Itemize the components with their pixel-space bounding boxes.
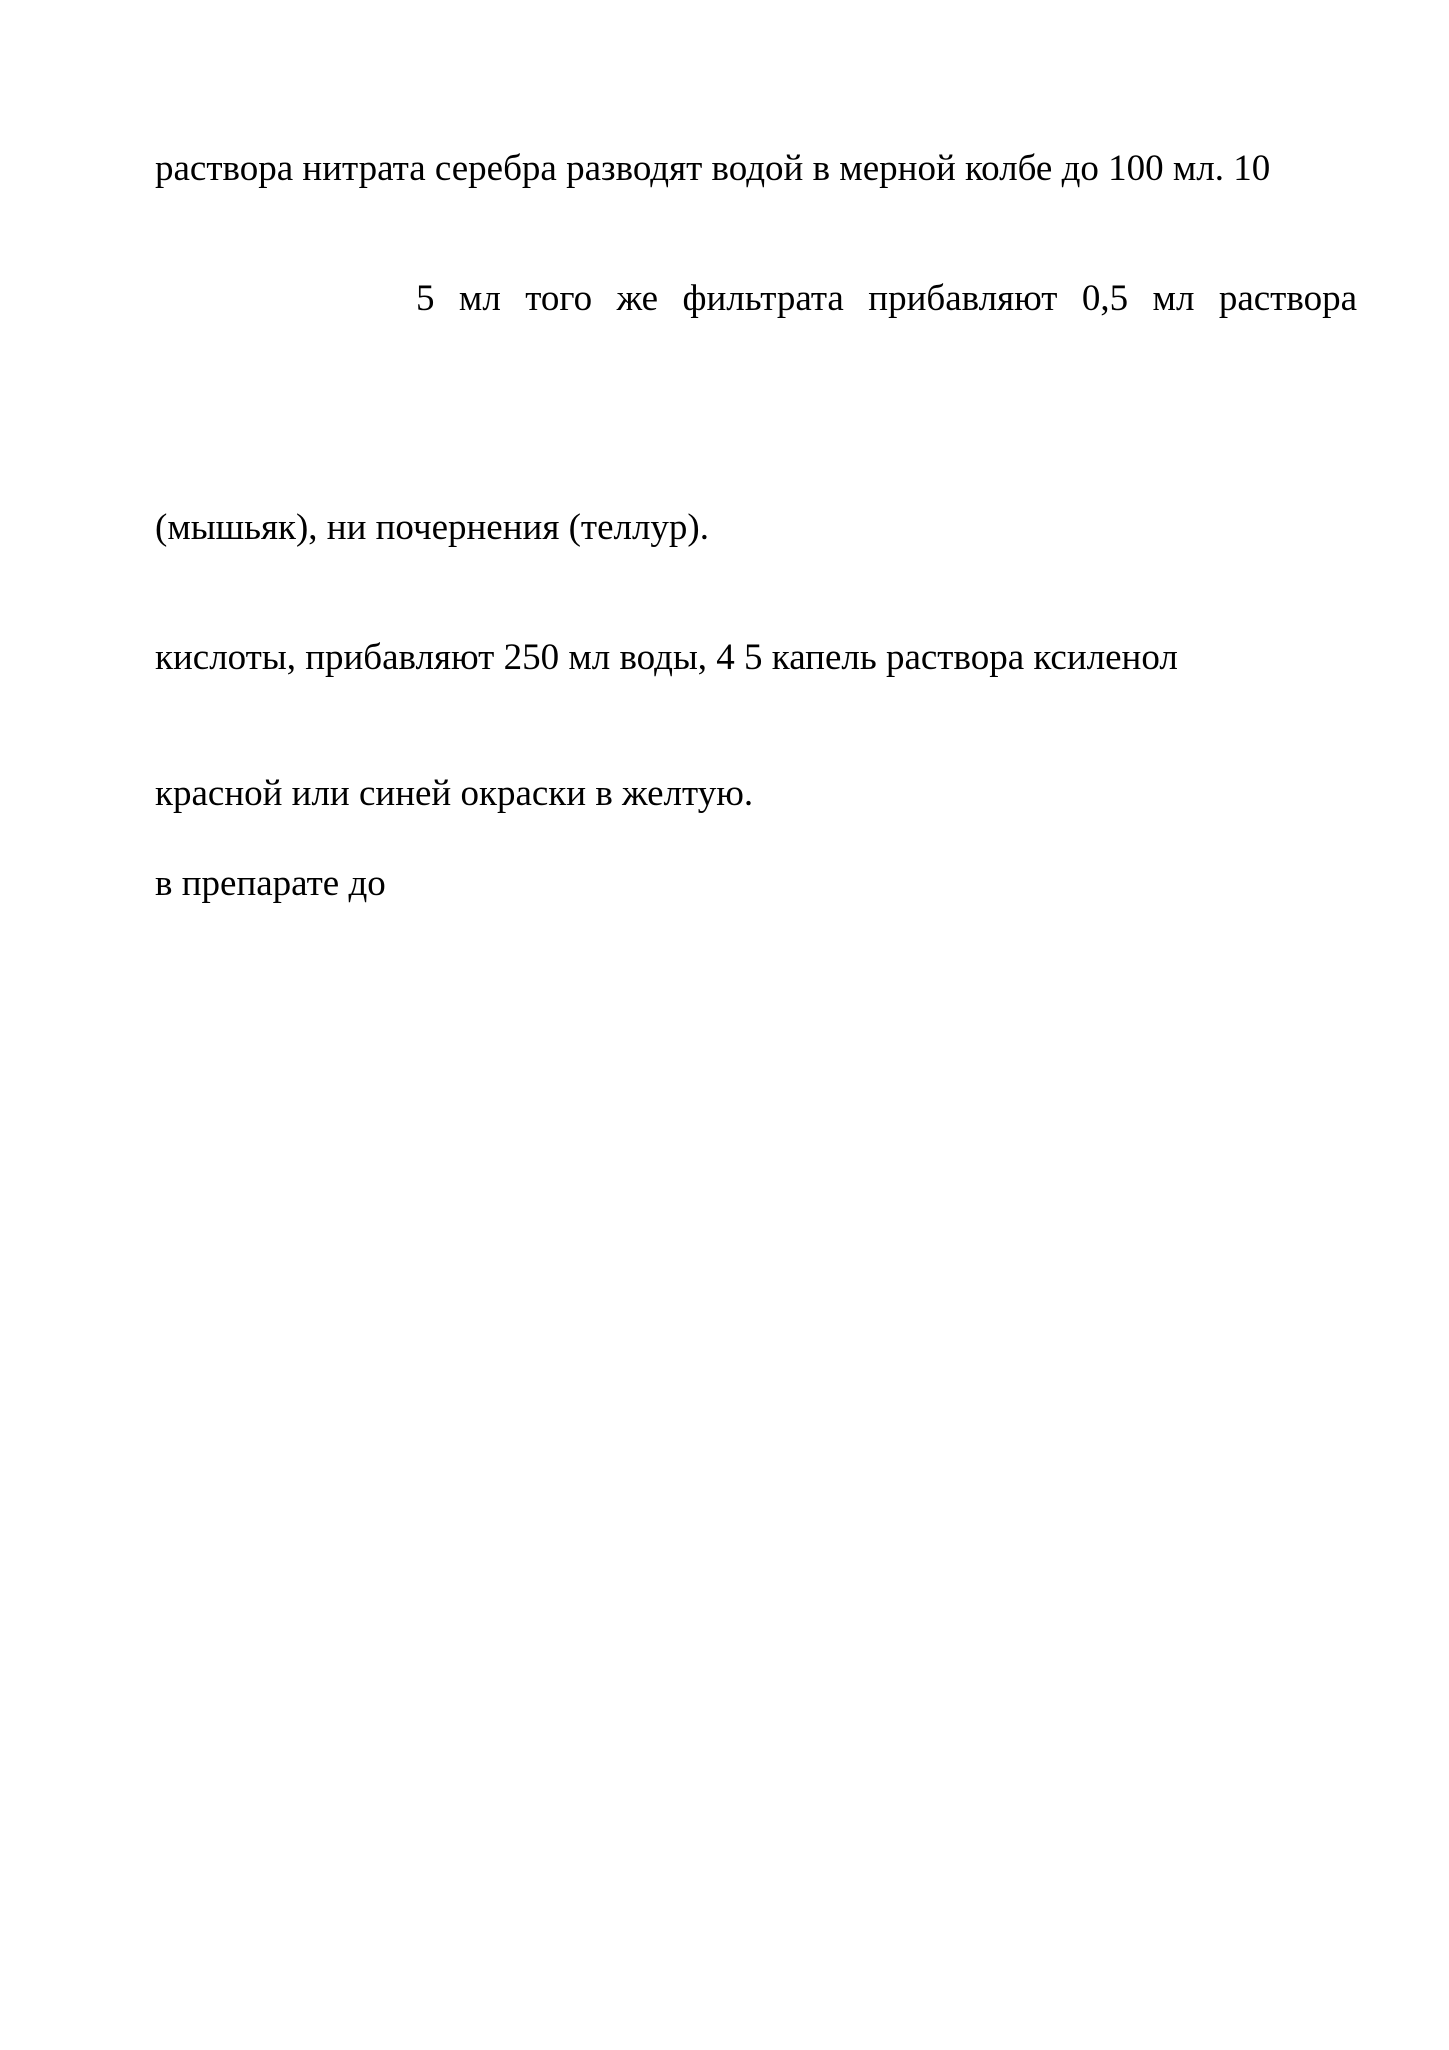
text-line-2: 5 мл того же фильтрата прибавляют 0,5 мл раствора	[416, 278, 1357, 319]
text-line-3: (мышьяк), ни почернения (теллур).	[155, 507, 710, 548]
text-line-5: красной или синей окраски в желтую.	[155, 773, 754, 814]
text-line-6: в препарате до	[155, 863, 386, 904]
text-line-4: кислоты, прибавляют 250 мл воды, 4 5 капель раствора ксиленол	[155, 637, 1178, 678]
text-line-1: раствора нитрата серебра разводят водой в мерной колбе до 100 мл. 10	[155, 148, 1271, 189]
